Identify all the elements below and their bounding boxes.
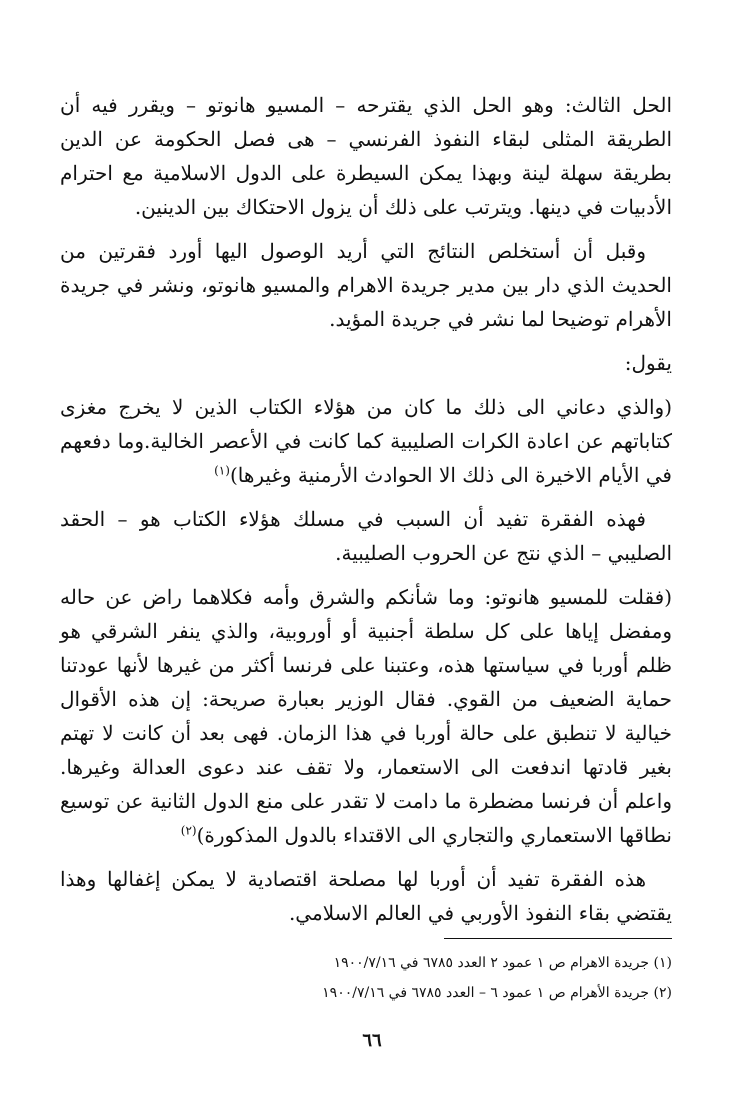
footnote-divider: [444, 938, 672, 939]
paragraph-third-solution: الحل الثالث: وهو الحل الذي يقترحه – المسيو هانوتو – ويقرر فيه أن الطريقة المثلى لبقاء النفوذ الفرنسي – هى فصل الحكومة عن الدين بطريقة سهلة لينة وبهذا يمكن السيطرة على الدول الاسلامية مع احترام الأدبيات في دينها. ويترتب على ذلك أن يزول الاحتكاك بين الدينين.: [60, 93, 672, 219]
paragraph-says: يقول:: [624, 351, 672, 375]
paragraph-quote-two: [60, 580, 672, 852]
page-body: [60, 88, 672, 940]
footnote-two: (٢) جريدة الأهرام ص ١ عمود ٦ – العدد ٦٧٨٥ في ١٩٠٠/٧/١٦: [322, 985, 672, 1001]
paragraph-economic-interest: هذه الفقرة تفيد أن أوربا لها مصلحة اقتصادية لا يمكن إغفالها وهذا يقتضي بقاء النفوذ الأوربي في العالم الاسلامي.: [60, 867, 672, 925]
page-number: ٦٦: [362, 1030, 382, 1051]
paragraph-crusader-grudge: فهذه الفقرة تفيد أن السبب في مسلك هؤلاء الكتاب هو – الحقد الصليبي – الذي نتج عن الحروب الصليبية.: [60, 507, 672, 565]
footnotes: [72, 948, 672, 1008]
footnote-ref-two: (٢): [180, 823, 197, 838]
footnote-one: (١) جريدة الاهرام ص ١ عمود ٢ العدد ٦٧٨٥ في ١٩٠٠/٧/١٦: [333, 955, 672, 971]
paragraph-quote-one: [60, 390, 672, 492]
footnote-ref-one: (١): [214, 463, 230, 478]
quote-one-text: (والذي دعاني الى ذلك ما كان من هؤلاء الكتاب الذين لا يخرج مغزى كتاباتهم عن اعادة الكرات الصليبية كما كانت في الأعصر الخالية.وما دفعهم في الأيام الاخيرة الى ذلك الا الحوادث الأرمنية وغيرها): [60, 395, 672, 487]
paragraph-before-conclusions: وقبل أن أستخلص النتائج التي أريد الوصول اليها أورد فقرتين من الحديث الذي دار بين مدير جريدة الاهرام والمسيو هانوتو، ونشر في جريدة الأهرام توضيحا لما نشر في جريدة المؤيد.: [60, 239, 672, 331]
quote-two-text: (فقلت للمسيو هانوتو: وما شأنكم والشرق وأمه فكلاهما راض عن حاله ومفضل إياها على كل سلطة أجنبية أو أوروبية، والذي ينفر الشرقي هو ظلم أوربا في سياستها هذه، وعتبنا على فرنسا أكثر من غيرها لأنها عودتنا حماية الضعيف من القوي. فقال الوزير بعبارة صريحة: إن هذه الأقوال خيالية لا تنطبق على حالة أوربا في هذا الزمان. فهى بعد أن كانت لا تهتم بغير قادتها اندفعت الى الاستعمار، ولا تقف عند دعوى العدالة وغيرها. واعلم أن فرنسا مضطرة ما دامت لا تقدر على منع الدول الثانية عن توسيع نطاقها الاستعماري والتجاري الى الاقتداء بالدول المذكورة): [60, 585, 672, 847]
